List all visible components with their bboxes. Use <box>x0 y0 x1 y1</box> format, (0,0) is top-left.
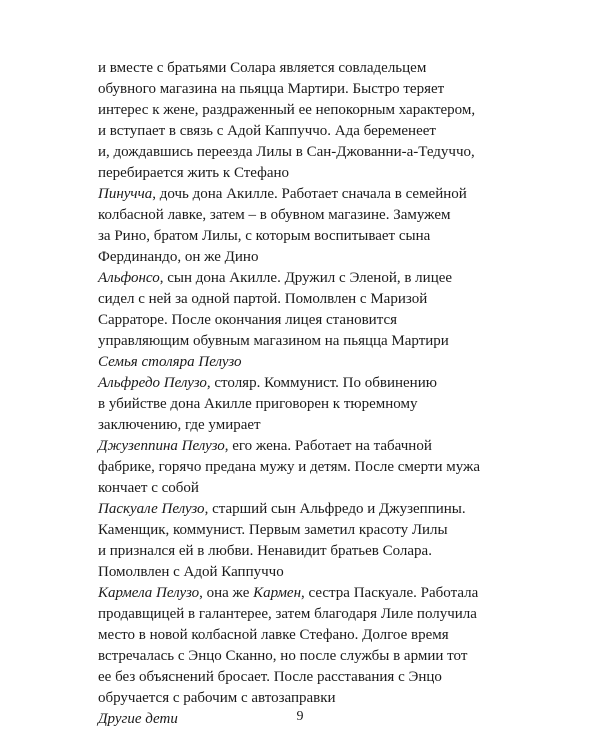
subsection-heading: Другие дети <box>98 711 178 727</box>
text-line: обувного магазина на пьяцца Мартири. Быстро теряет <box>98 81 445 97</box>
text-line: место в новой колбасной лавке Стефано. Долгое время <box>98 627 449 643</box>
text-line: обручается с рабочим с автозаправки <box>98 690 336 706</box>
text-line: перебирается жить к Стефано <box>98 165 290 181</box>
text-fragment: , сын дона Акилле. Дружил с Эленой, в лицее <box>159 270 453 286</box>
character-entry-pasquale <box>98 499 518 520</box>
text-line: Помолвлен с Адой Каппуччо <box>98 564 284 580</box>
text-fragment: , столяр. Коммунист. По обвинению <box>206 375 437 391</box>
character-name: Паскуале Пелузо <box>98 501 205 517</box>
text-line: и признался ей в любви. Ненавидит братьев Солара. <box>98 543 432 559</box>
text-line: кончает с собой <box>98 480 199 496</box>
text-line: колбасной лавке, затем – в обувном магазине. Замужем <box>98 207 451 223</box>
text-line: фабрике, горячо предана мужу и детям. После смерти мужа <box>98 459 481 475</box>
character-entry-carmela <box>98 583 518 604</box>
character-entry-pinuccia <box>98 184 518 205</box>
text-line: встречалась с Энцо Сканно, но после службы в армии тот <box>98 648 468 664</box>
character-entry-giuseppina <box>98 436 518 457</box>
text-line: Сарраторе. После окончания лицея становится <box>98 312 397 328</box>
page-number: 9 <box>296 709 304 724</box>
section-heading: Семья столяра Пелузо <box>98 354 242 370</box>
text-line: интерес к жене, раздраженный ее непокорным характером, <box>98 102 476 118</box>
text-line: продавщицей в галантерее, затем благодаря Лиле получила <box>98 606 477 622</box>
character-name: Альфонсо <box>98 270 160 286</box>
text-fragment: , дочь дона Акилле. Работает сначала в семейной <box>152 186 467 202</box>
text-line: Каменщик, коммунист. Первым заметил красоту Лилы <box>98 522 448 538</box>
text-fragment: , его жена. Работает на табачной <box>224 438 432 454</box>
text-line: управляющим обувным магазином на пьяцца Мартири <box>98 333 449 349</box>
text-fragment: , сестра Паскуале. Работала <box>301 585 479 601</box>
text-fragment: , старший сын Альфредо и Джузеппины. <box>204 501 466 517</box>
text-line: и вступает в связь с Адой Каппуччо. Ада беременеет <box>98 123 436 139</box>
character-alias: Кармен <box>253 585 302 601</box>
character-name: Пинучча <box>98 186 153 202</box>
character-entry-alfonso <box>98 268 518 289</box>
character-name: Кармела Пелузо <box>98 585 200 601</box>
text-block-peluso <box>98 352 518 730</box>
character-name: Альфредо Пелузо <box>98 375 207 391</box>
text-block-top <box>98 58 518 352</box>
text-line: ее без объяснений бросает. После расставания с Энцо <box>98 669 442 685</box>
text-line: сидел с ней за одной партой. Помолвлен с Маризой <box>98 291 428 307</box>
text-line: и вместе с братьями Солара является совладельцем <box>98 60 427 76</box>
text-fragment: , она же <box>199 585 254 601</box>
text-line: за Рино, братом Лилы, с которым воспитывает сына <box>98 228 431 244</box>
character-entry-alfredo <box>98 373 518 394</box>
text-line: Фердинандо, он же Дино <box>98 249 259 265</box>
text-line: заключению, где умирает <box>98 417 261 433</box>
text-line: в убийстве дона Акилле приговорен к тюремному <box>98 396 418 412</box>
text-line: и, дождавшись переезда Лилы в Сан-Джованни-а-Тедуччо, <box>98 144 475 160</box>
character-name: Джузеппина Пелузо <box>98 438 225 454</box>
